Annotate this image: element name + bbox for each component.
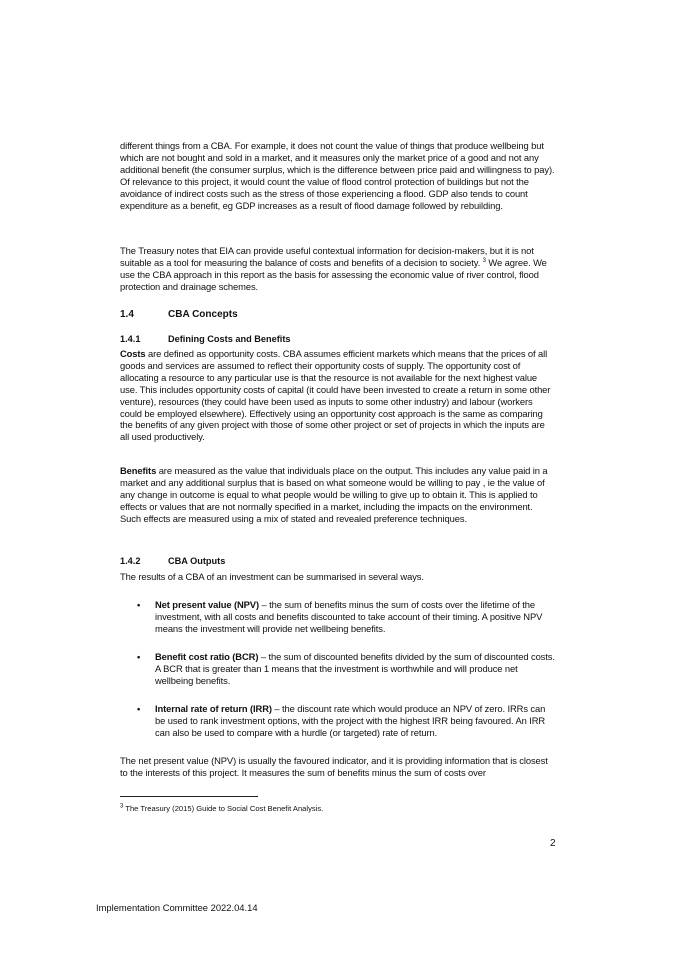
subsection-title: Defining Costs and Benefits [168,334,291,344]
treasury-text: The Treasury notes that EIA can provide useful contextual information for decision-makers, but it is not suitable as a tool for measuring the balance of costs and benefits of a decision to society. [120,245,534,268]
footnote-divider [120,796,258,797]
footnote [120,804,323,813]
section-heading-1-4 [120,309,238,320]
footnote-reference[interactable]: 3 [482,257,486,264]
section-title: CBA Concepts [168,309,238,320]
intro-paragraph: different things from a CBA. For example, it does not count the value of things that produce wellbeing but which are not bought and sold in a market, and it measures only the market price of a good and not any additional benefit (the consumer surplus, which is the difference between price paid and willingness to pay). Of relevance to this project, it would count the value of flood control protection of buildings but not the avoidance of indirect costs such as the stress of those experiencing a flood. GDP also tends to count expenditure as a benefit, eg GDP increases as a result of flood damage followed by rebuilding. [120,140,555,211]
costs-paragraph [120,348,556,443]
treasury-paragraph [120,245,556,293]
bullet-text: – the discount rate which would produce an NPV of zero. IRRs can be used to rank investment options, with the project with the highest IRR being favoured. An IRR can also be used to compare with a hurdle (or targeted) rate of return. [155,703,546,738]
benefits-term: Benefits [120,465,157,476]
outputs-lead: The results of a CBA of an investment can be summarised in several ways. [120,571,424,582]
section-number: 1.4 [120,309,134,320]
treasury-text-after: We agree. We use the CBA approach in this report as the basis for assessing the economic value of river control, flood protection and drainage schemes. [120,256,547,292]
subsection-title: CBA Outputs [168,556,226,566]
subsection-heading-1-4-1 [120,334,291,344]
bullet-term: Benefit cost ratio (BCR) [155,651,259,662]
footnote-mark: 3 [120,803,124,810]
benefits-paragraph [120,465,556,525]
bullet-term: Internal rate of return (IRR) [155,703,272,714]
bullet-icon: • [137,651,141,662]
footer-text: Implementation Committee 2022.04.14 [96,902,258,913]
benefits-text: are measured as the value that individuals place on the output. This includes any value paid in a market and any additional surplus that is based on what someone would be willing to pay , ie the value of any change in outcome is equal to what people would be willing to give up to obtain it. This is applied to effects or values that are not normally specified in a market, including the impacts on the environment. Such effects are measured using a mix of stated and revealed preference techniques. [120,465,548,524]
bullet-text: – the sum of discounted benefits divided by the sum of discounted costs. A BCR that is greater than 1 means that the investment is worthwhile and will produce net wellbeing benefits. [155,651,555,686]
subsection-heading-1-4-2 [120,556,225,566]
page-number: 2 [550,838,556,849]
footnote-text: The Treasury (2015) Guide to Social Cost Benefit Analysis. [123,804,324,813]
subsection-number: 1.4.2 [120,556,141,566]
bullet-icon: • [137,703,141,714]
subsection-number: 1.4.1 [120,334,141,344]
closing-paragraph: The net present value (NPV) is usually the favoured indicator, and it is providing information that is closest to the interests of this project. It measures the sum of benefits minus the sum of costs over [120,755,548,778]
bullet-term: Net present value (NPV) [155,599,259,610]
costs-text: are defined as opportunity costs. CBA assumes efficient markets which means that the prices of all goods and services are assumed to reflect their opportunity costs of supply. The opportunity cost of allocating a resource to any particular use is that the resource is not available for the next highest value use. This includes opportunity costs of capital (it could have been invested to create a return in some other venture), resources (they could have been used as inputs to some other industry) and labour (workers could be employed elsewhere). Effectively using an opportunity cost approach is the same as comparing the benefits of any given project with those of some other project or set of projects in which the inputs are all used productively. [120,348,551,443]
bullet-text: – the sum of benefits minus the sum of costs over the lifetime of the investment, with all costs and benefits discounted to take account of their timing. A positive NPV means the investment will provide net wellbeing benefits. [155,599,543,634]
bullet-icon: • [137,599,141,610]
costs-term: Costs [120,348,146,359]
